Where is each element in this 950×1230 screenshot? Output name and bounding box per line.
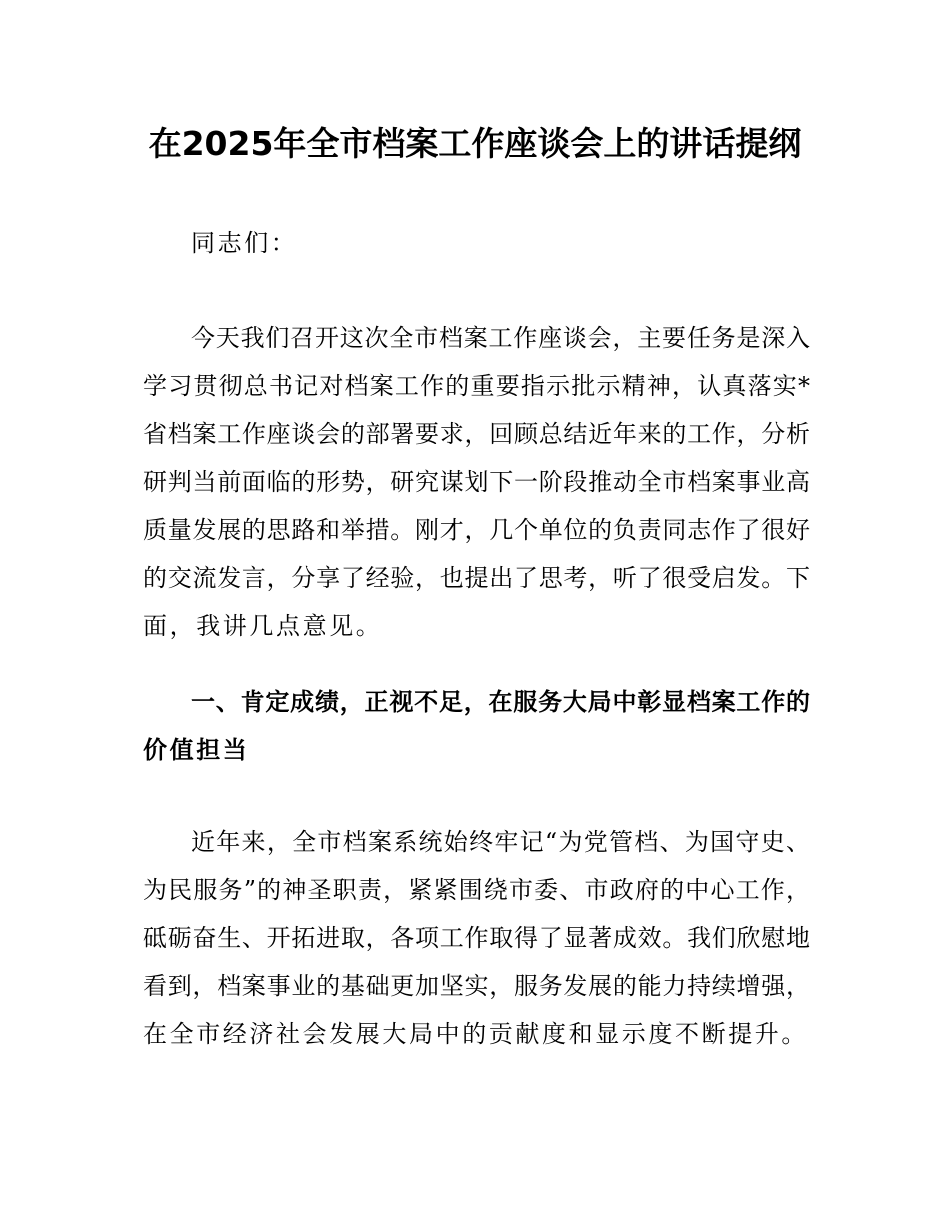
paragraph-line: 质量发展的思路和举措。刚才，几个单位的负责同志作了很好: [143, 516, 810, 544]
paragraph-line: 面，我讲几点意见。: [143, 612, 383, 640]
paragraph-line: 研判当前面临的形势，研究谋划下一阶段推动全市档案事业高: [143, 468, 810, 496]
paragraph-line: 看到，档案事业的基础更加坚实，服务发展的能力持续增强，: [143, 972, 810, 1000]
heading-line: 一、肯定成绩，正视不足，在服务大局中彰显档案工作的: [191, 688, 810, 716]
paragraph-line: 省档案工作座谈会的部署要求，回顾总结近年来的工作，分析: [143, 420, 810, 448]
paragraph-line: 为民服务”的神圣职责，紧紧围绕市委、市政府的中心工作，: [143, 876, 810, 904]
paragraph-line: 近年来，全市档案系统始终牢记“为党管档、为国守史、: [191, 828, 810, 856]
document-title: 在2025年全市档案工作座谈会上的讲话提纲: [148, 124, 802, 163]
paragraph-line: 在全市经济社会发展大局中的贡献度和显示度不断提升。: [143, 1020, 808, 1048]
heading-line: 价值担当: [143, 736, 250, 764]
paragraph-line: 的交流发言，分享了经验，也提出了思考，听了很受启发。下: [143, 564, 810, 592]
paragraph-line: 今天我们召开这次全市档案工作座谈会，主要任务是深入: [191, 324, 810, 352]
paragraph-line: 学习贯彻总书记对档案工作的重要指示批示精神，认真落实*: [143, 372, 810, 400]
salutation: 同志们：: [191, 229, 298, 257]
paragraph-line: 砥砺奋生、开拓进取，各项工作取得了显著成效。我们欣慰地: [143, 924, 810, 952]
